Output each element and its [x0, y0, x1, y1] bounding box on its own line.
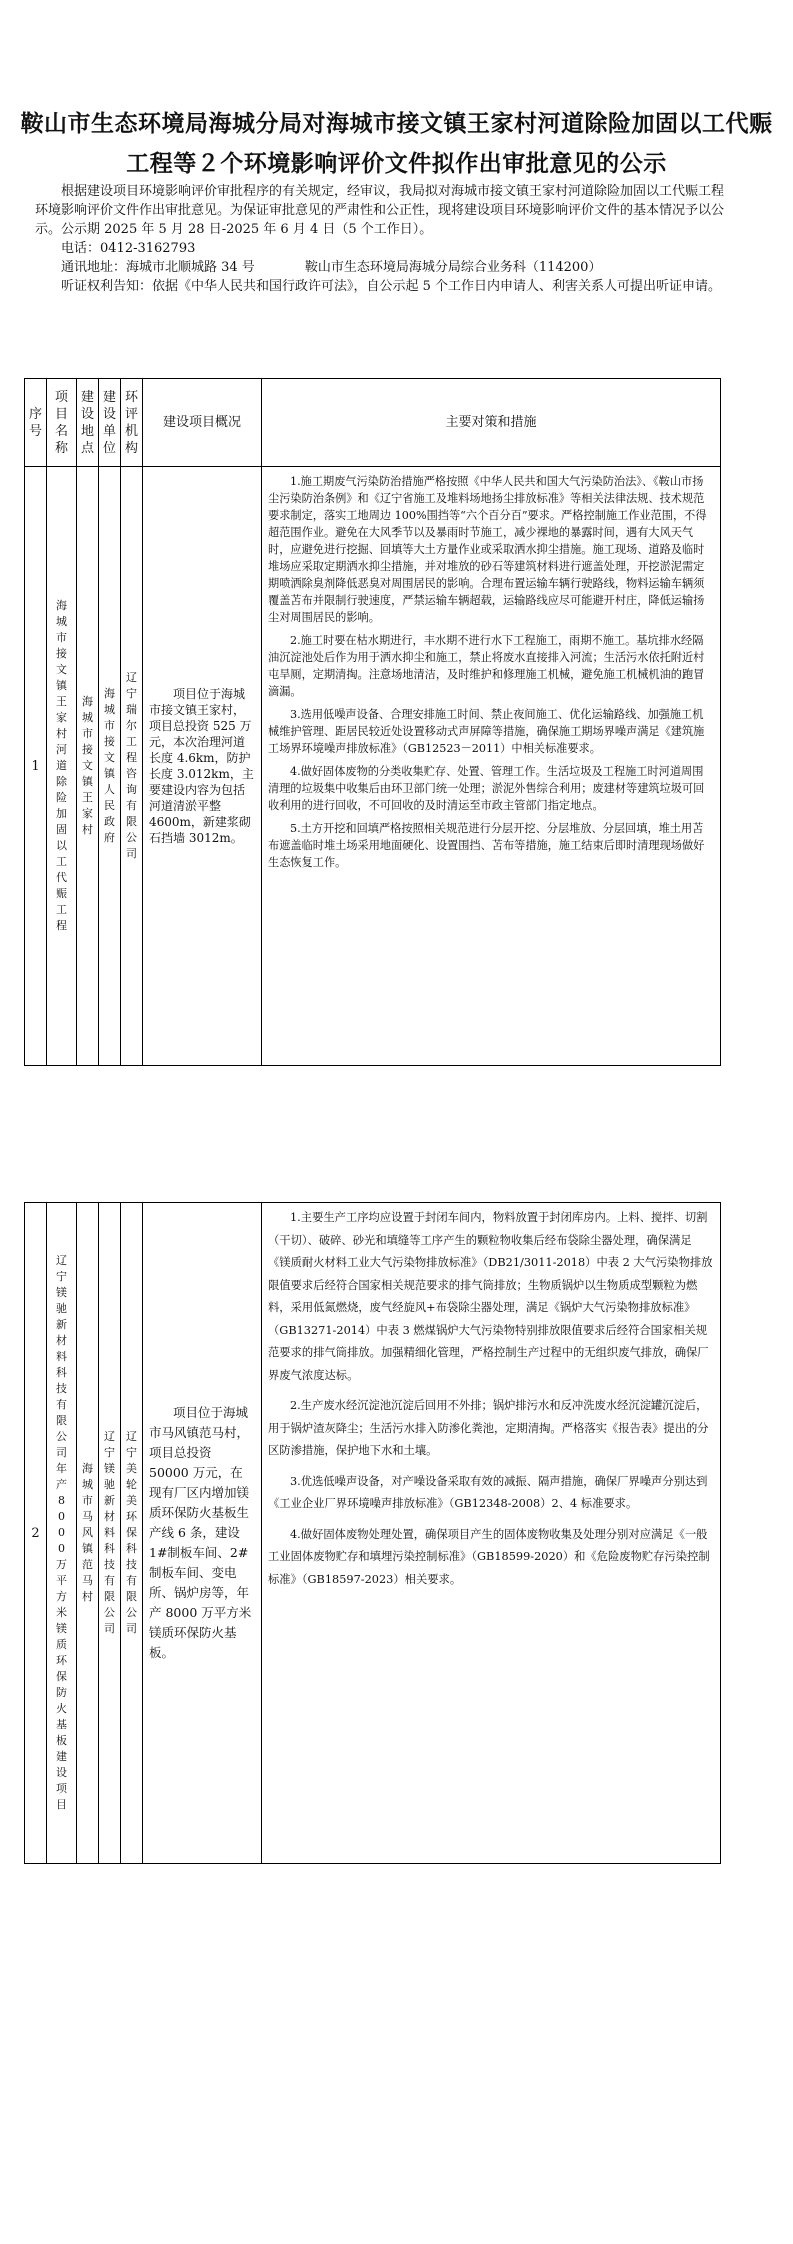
row-agency: 辽宁美轮美环保科技有限公司: [121, 1203, 143, 1864]
row-project-name: 辽宁镁驰新材料科技有限公司年产 8000 万平方米镁质环保防火基板建设项目: [47, 1203, 77, 1864]
row-unit: 辽宁镁驰新材料科技有限公司: [99, 1203, 121, 1864]
header-unit: 建设单位: [99, 379, 121, 467]
row-location: 海城市马风镇范马村: [77, 1203, 99, 1864]
measure-item: 3.优选低噪声设备，对产噪设备采取有效的减振、隔声措施，确保厂界噪声分别达到《工业企业厂界环境噪声排放标准》（GB12348-2008）2、4 标准要求。: [268, 1474, 708, 1510]
header-overview: 建设项目概况: [143, 379, 262, 467]
measure-item: 1.主要生产工序均应设置于封闭车间内，物料放置于封闭库房内。上料、搅拌、切割（干切）、破碎、砂光和填缝等工序产生的颗粒物收集后经布袋除尘器处理，确保满足《镁质耐火材料工业大气污染物排放标准》（DB21/3011-2018）中表 2 大气污染物排放限值要求后经符合国家相关规范要求的排气筒排放；生物质锅炉以生物质成型颗粒为燃料，采用低氮燃烧，废气经旋风+布袋除尘器处理，满足《锅炉大气污染物排放标准》（GB13271-2014）中表 3 燃煤锅炉大气污染物特别排放限值要求后经符合国家相关规范要求的排气筒排放。加强精细化管理，严格控制生产过程中的无组织废气排放，确保厂界废气浓度达标。: [268, 1211, 713, 1382]
intro-section: [35, 182, 735, 296]
table-row: [25, 1203, 721, 1864]
header-location: 建设地点: [77, 379, 99, 467]
row-measures: [262, 1203, 721, 1864]
project-table-part-2: [24, 1202, 721, 1864]
contact-address-line: [35, 258, 735, 277]
project-table-part-1: [24, 378, 721, 1066]
header-seq: 序号: [25, 379, 47, 467]
measure-item: 4.做好固体废物处理处置，确保项目产生的固体废物收集及处理分别对应满足《一般工业固体废物贮存和填埋污染控制标准》（GB18599-2020）和《危险废物贮存污染控制标准》（GB18597-2023）相关要求。: [268, 1527, 710, 1586]
table-row: [25, 467, 721, 1066]
row-seq: 2: [25, 1203, 47, 1864]
contact-phone: 电话：0412-3162793: [61, 241, 196, 256]
page-title: 鞍山市生态环境局海城分局对海城市接文镇王家村河道除险加固以工代赈工程等２个环境影响评价文件拟作出审批意见的公示: [20, 111, 773, 177]
measure-item: 3.选用低噪声设备、合理安排施工时间、禁止夜间施工、优化运输路线、加强施工机械维护管理、距居民较近处设置移动式声屏障等措施，确保施工期场界噪声满足《建筑施工场界环境噪声排放标准》（GB12523－2011）中相关标准要求。: [268, 708, 705, 755]
measure-item: 2.生产废水经沉淀池沉淀后回用不外排；锅炉排污水和反冲洗废水经沉淀罐沉淀后，用于锅炉渣灰降尘；生活污水排入防渗化粪池，定期清掏。严格落实《报告表》提出的分区防渗措施，保护地下水和土壤。: [268, 1399, 709, 1457]
header-agency: 环评机构: [121, 379, 143, 467]
row-unit: 海城市接文镇人民政府: [99, 467, 121, 1066]
measure-item: 1.施工期废气污染防治措施严格按照《中华人民共和国大气污染防治法》、《鞍山市扬尘污染防治条例》和《辽宁省施工及堆料场地扬尘排放标准》等相关法律法规、技术规范要求制定，落实工地周边 100%围挡等“六个百分百”要求。严格控制施工作业范围，不得超范围作业。避免在大风季节以及暴雨时节施工，减少裸地的暴露时间，遇有大风天气时，应避免进行挖掘、回填等大土方量作业或采取洒水抑尘措施。施工现场、道路及临时堆场应采取定期洒水抑尘措施，并对堆放的砂石等建筑材料进行遮盖处理，开挖淤泥需定期喷洒除臭剂降低恶臭对周围居民的影响。合理布置运输车辆行驶路线，物料运输车辆须覆盖苫布并限制行驶速度，严禁运输车辆超载，运输路线应尽可能避开村庄，降低运输扬尘对周围居民的影响。: [268, 475, 707, 624]
header-name: 项目名称: [47, 379, 77, 467]
measure-item: 5.土方开挖和回填严格按照相关规范进行分层开挖、分层堆放、分层回填，堆土用苫布遮盖临时堆土场采用地面硬化、设置围挡、苫布等措施，施工结束后即时清理现场做好生态恢复工作。: [268, 822, 705, 869]
row-project-name: 海城市接文镇王家村河道除险加固以工代赈工程: [47, 467, 77, 1066]
contact-address: 通讯地址：海城市北顺城路 34 号: [61, 260, 255, 275]
hearing-notice: 听证权利告知：依据《中华人民共和国行政许可法》，自公示起 5 个工作日内申请人、利害关系人可提出听证申请。: [61, 279, 722, 294]
contact-office: 鞍山市生态环境局海城分局综合业务科（114200）: [304, 260, 602, 275]
measure-item: 4.做好固体废物的分类收集贮存、处置、管理工作。生活垃圾及工程施工时河道周围清理的垃圾集中收集后由环卫部门统一处理；淤泥外售综合利用；废建材等建筑垃圾可回收利用的进行回收，不可回收的及时清运至市政主管部门指定地点。: [268, 765, 705, 812]
row-location: 海城市接文镇王家村: [77, 467, 99, 1066]
header-measures: 主要对策和措施: [262, 379, 721, 467]
row-agency: 辽宁瑞尔工程咨询有限公司: [121, 467, 143, 1066]
row-overview: 项目位于海城市接文镇王家村，项目总投资 525 万元，本次治理河道长度 4.6km，防护长度 3.012km，主要建设内容为包括河道清淤平整 4600m，新建浆砌石挡墙 3012m。: [143, 467, 262, 1066]
table-header-row: [25, 379, 721, 467]
row-measures: [262, 467, 721, 1066]
intro-paragraph: 根据建设项目环境影响评价审批程序的有关规定，经审议，我局拟对海城市接文镇王家村河道除险加固以工代赈工程环境影响评价文件作出审批意见。为保证审批意见的严肃性和公正性，现将建设项目环境影响评价文件的基本情况予以公示。公示期 2025 年 5 月 28 日-2025 年 6 月 4 日（5 个工作日）。: [35, 184, 725, 237]
row-overview: 项目位于海城市马风镇范马村，项目总投资 50000 万元，在现有厂区内增加镁质环保防火基板生产线 6 条，建设 1#制板车间、2#制板车间、变电所、锅炉房等，年产 8000 万平方米镁质环保防火基板。: [143, 1203, 262, 1864]
measure-item: 2.施工时要在枯水期进行，丰水期不进行水下工程施工，雨期不施工。基坑排水经隔油沉淀池处后作为用于洒水抑尘和施工，禁止将废水直接排入河流；生活污水依托附近村屯旱厕，定期清掏。注意场地清洁，及时维护和修理施工机械，避免施工机械机油的跑冒滴漏。: [268, 634, 705, 698]
row-seq: 1: [25, 467, 47, 1066]
